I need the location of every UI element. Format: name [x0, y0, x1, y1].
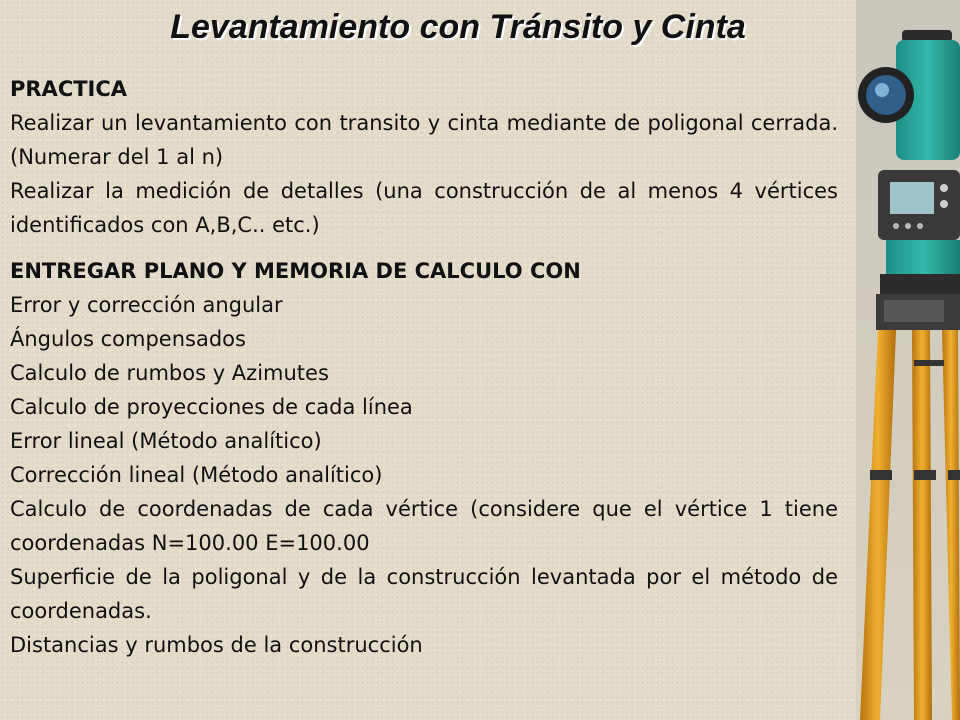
deliverable-item: Superficie de la poligonal y de la construcción levantada por el método de coordenadas. [10, 565, 838, 623]
deliverable-item: Calculo de proyecciones de cada línea [10, 395, 413, 419]
section-gap [10, 242, 838, 254]
deliverables-heading: ENTREGAR PLANO Y MEMORIA DE CALCULO CON [10, 259, 581, 283]
slide-body [10, 72, 838, 662]
deliverable-item: Calculo de coordenadas de cada vértice (considere que el vértice 1 tiene coordenadas N=100.00 E=100.00 [10, 497, 838, 555]
deliverable-item: Error lineal (Método analítico) [10, 429, 322, 453]
total-station-icon [856, 0, 960, 720]
deliverable-item: Calculo de rumbos y Azimutes [10, 361, 329, 385]
total-station-photo [856, 0, 960, 720]
deliverable-item: Corrección lineal (Método analítico) [10, 463, 383, 487]
practice-item: Realizar un levantamiento con transito y cinta mediante de poligonal cerrada. (Numerar del 1 al n) [10, 111, 838, 169]
slide-title: Levantamiento con Tránsito y Cinta [170, 8, 746, 46]
deliverable-item: Ángulos compensados [10, 327, 246, 351]
practice-heading: PRACTICA [10, 77, 128, 101]
practice-item: Realizar la medición de detalles (una construcción de al menos 4 vértices identificados con A,B,C.. etc.) [10, 179, 838, 237]
deliverable-item: Error y corrección angular [10, 293, 283, 317]
deliverable-item: Distancias y rumbos de la construcción [10, 633, 423, 657]
